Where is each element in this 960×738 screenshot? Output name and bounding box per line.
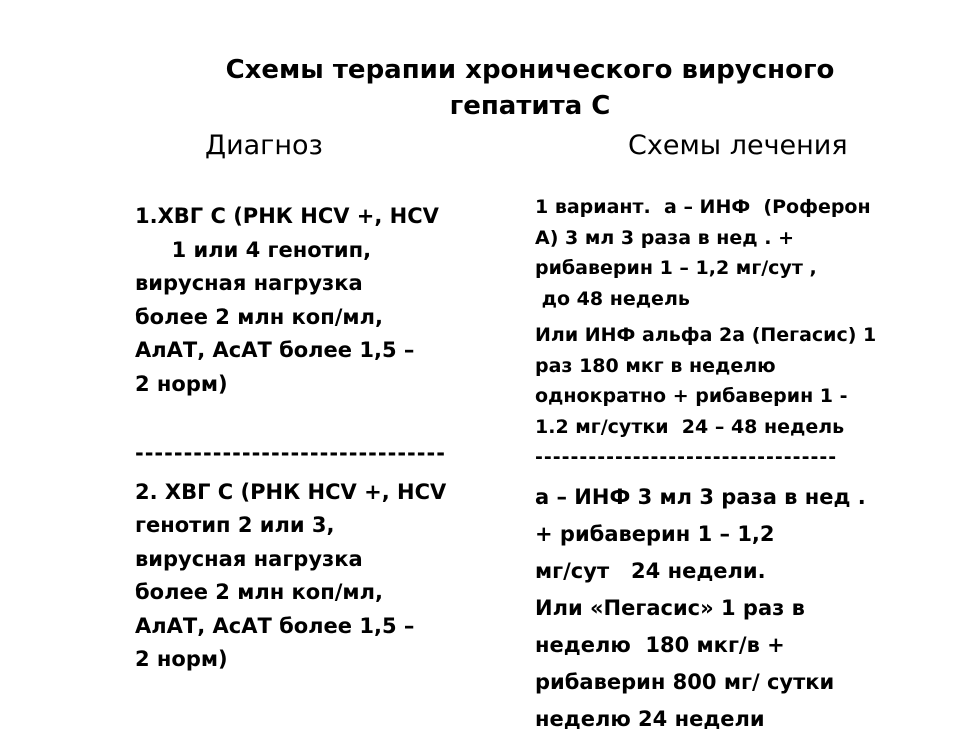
diagnosis-item-2 xyxy=(135,476,495,677)
treatment-line: А) 3 мл 3 раза в нед . + xyxy=(535,226,794,249)
treatment-line: Или «Пегасис» 1 раз в xyxy=(535,595,805,620)
treatment-line: неделю 24 недели xyxy=(535,706,765,731)
column-header-treatment: Схемы лечения xyxy=(628,130,848,161)
treatment-variant-2-a xyxy=(535,479,945,590)
treatment-line: мг/сут 24 недели. xyxy=(535,558,766,583)
treatment-line: 1.2 мг/сутки 24 – 48 недель xyxy=(535,415,845,438)
left-separator: -------------------------------- xyxy=(135,441,446,465)
treatment-variant-1-a xyxy=(535,192,945,314)
diagnosis-1-line: 1 или 4 генотип, xyxy=(135,237,372,262)
treatment-line: рибаверин 1 – 1,2 мг/сут , xyxy=(535,257,817,279)
treatment-variant-1-b xyxy=(535,320,945,442)
treatment-line: рибаверин 800 мг/ сутки xyxy=(535,669,835,694)
treatment-variant-2-b xyxy=(535,590,945,738)
slide-title xyxy=(150,52,910,124)
treatment-line: однократно + рибаверин 1 - xyxy=(535,385,848,407)
slide-title-line-1: Схемы терапии хронического вирусного xyxy=(225,55,835,85)
diagnosis-1-line: 1.ХВГ С (РНК HCV +, HCV xyxy=(135,204,439,228)
diagnosis-item-1 xyxy=(135,200,495,401)
diagnosis-column xyxy=(135,200,495,677)
diagnosis-1-line: более 2 млн коп/мл, xyxy=(135,304,383,329)
treatment-line: до 48 недель xyxy=(535,287,690,310)
treatment-line: неделю 180 мкг/в + xyxy=(535,632,785,657)
diagnosis-1-line: вирусная нагрузка xyxy=(135,271,363,295)
right-separator: ---------------------------------- xyxy=(535,446,838,468)
diagnosis-2-line: 2 норм) xyxy=(135,647,228,671)
treatment-line: раз 180 мкг в неделю xyxy=(535,354,776,377)
diagnosis-2-line: 2. ХВГ С (РНК HCV +, HCV xyxy=(135,479,447,504)
column-header-diagnosis: Диагноз xyxy=(205,130,323,161)
diagnosis-2-line: более 2 млн коп/мл, xyxy=(135,580,383,604)
diagnosis-1-line: АлАТ, АсАТ более 1,5 – xyxy=(135,338,415,362)
treatment-line: а – ИНФ 3 мл 3 раза в нед . xyxy=(535,484,866,509)
diagnosis-2-line: вирусная нагрузка xyxy=(135,546,363,571)
slide-title-line-2: гепатита С xyxy=(449,91,611,121)
diagnosis-2-line: АлАТ, АсАТ более 1,5 – xyxy=(135,613,415,638)
treatment-line: Или ИНФ альфа 2а (Пегасис) 1 xyxy=(535,324,877,346)
treatment-column xyxy=(535,192,945,738)
diagnosis-2-line: генотип 2 или 3, xyxy=(135,513,335,537)
treatment-line: 1 вариант. а – ИНФ (Роферон xyxy=(535,196,871,218)
diagnosis-1-line: 2 норм) xyxy=(135,371,228,396)
treatment-line: + рибаверин 1 – 1,2 xyxy=(535,521,775,546)
